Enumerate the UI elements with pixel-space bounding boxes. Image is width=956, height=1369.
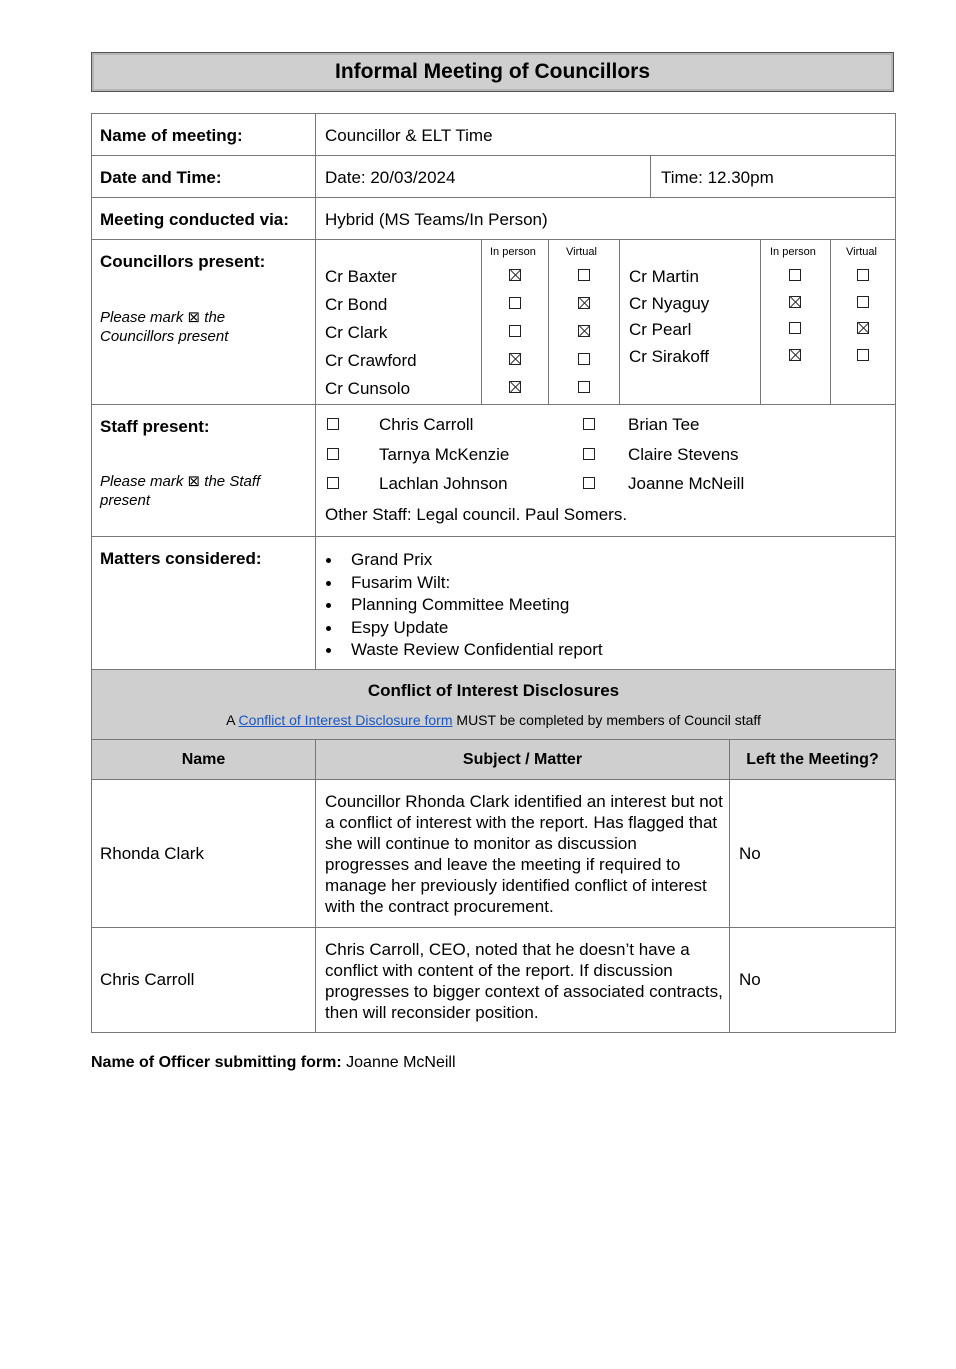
name-of-meeting-label: Name of meeting: <box>100 126 243 145</box>
staff-name: Chris Carroll <box>379 415 474 434</box>
page-title: Informal Meeting of Councillors <box>91 52 894 92</box>
coi-entry-subject: Councillor Rhonda Clark identified an interest but not a conflict of interest with the report. Has flagged that she will continue to monitor as discussion progresses and leave the meeting if required to manage her previously identified conflict of interest with the contract procurement. <box>325 792 723 916</box>
coi-col-name: Name <box>181 751 226 768</box>
in-person-checkbox[interactable] <box>509 269 521 281</box>
councillor-name: Cr Pearl <box>629 320 692 339</box>
meeting-via-value: Hybrid (MS Teams/In Person) <box>325 210 548 229</box>
staff-checkbox[interactable] <box>583 418 595 430</box>
virtual-checkbox[interactable] <box>857 349 869 361</box>
staff-name: Joanne McNeill <box>628 474 745 493</box>
name-of-meeting-value: Councillor & ELT Time <box>325 126 493 145</box>
matters-considered-label: Matters considered: <box>100 549 262 568</box>
matter-item: Espy Update <box>351 617 449 637</box>
staff-checkbox[interactable] <box>327 418 339 430</box>
matter-item: Planning Committee Meeting <box>351 595 570 614</box>
councillor-name: Cr Cunsolo <box>325 379 411 398</box>
staff-name: Lachlan Johnson <box>379 474 508 493</box>
coi-note: A Conflict of Interest Disclosure form MUST be completed by members of Council staff <box>226 712 761 728</box>
coi-entry-left: No <box>739 844 761 863</box>
coi-entry-name: Rhonda Clark <box>100 844 204 863</box>
bullet-icon <box>326 648 331 653</box>
virtual-checkbox[interactable] <box>857 322 869 334</box>
col-header-virtual: Virtual <box>566 246 597 258</box>
officer-submitting: Name of Officer submitting form: Joanne McNeill <box>91 1054 456 1071</box>
staff-checkbox[interactable] <box>327 448 339 460</box>
councillor-name: Cr Crawford <box>325 351 417 370</box>
time-value: Time: 12.30pm <box>661 168 774 187</box>
col-header-in-person: In person <box>490 246 536 258</box>
staff-hint: Please mark ⊠ the Staff <box>100 472 261 490</box>
councillors-hint-line2: Councillors present <box>100 328 229 345</box>
date-time-label: Date and Time: <box>100 168 222 187</box>
virtual-checkbox[interactable] <box>578 353 590 365</box>
coi-entry-left: No <box>739 970 761 989</box>
virtual-checkbox[interactable] <box>578 269 590 281</box>
meeting-via-label: Meeting conducted via: <box>100 210 289 229</box>
bullet-icon <box>326 603 331 608</box>
coi-entry-subject: Chris Carroll, CEO, noted that he doesn’t have a conflict with content of the report. If discussion progresses to bigger context of associated contracts, then will reconsider position. <box>325 940 723 1022</box>
col-header-in-person-2: In person <box>770 246 816 258</box>
councillor-name: Cr Martin <box>629 267 699 286</box>
coi-form-link[interactable]: Conflict of Interest Disclosure form <box>238 712 453 728</box>
in-person-checkbox[interactable] <box>789 349 801 361</box>
bullet-icon <box>326 626 331 631</box>
matter-item: Fusarim Wilt: <box>351 572 451 592</box>
virtual-checkbox[interactable] <box>578 381 590 393</box>
checked-box-icon: ⊠ <box>187 472 201 490</box>
virtual-checkbox[interactable] <box>857 296 869 308</box>
staff-name: Claire Stevens <box>628 444 739 464</box>
checked-box-icon: ⊠ <box>187 308 201 326</box>
staff-checkbox[interactable] <box>327 477 339 489</box>
staff-name: Tarnya McKenzie <box>379 444 510 464</box>
councillors-hint: Please mark ⊠ the <box>100 308 226 326</box>
date-value: Date: 20/03/2024 <box>325 168 456 187</box>
matter-item: Waste Review Confidential report <box>351 640 603 659</box>
bullet-icon <box>326 581 331 586</box>
in-person-checkbox[interactable] <box>509 325 521 337</box>
virtual-checkbox[interactable] <box>578 325 590 337</box>
staff-checkbox[interactable] <box>583 448 595 460</box>
col-header-virtual-2: Virtual <box>846 246 877 258</box>
virtual-checkbox[interactable] <box>578 297 590 309</box>
staff-name: Brian Tee <box>628 415 700 434</box>
councillor-name: Cr Nyaguy <box>629 293 710 313</box>
coi-col-left-meeting: Left the Meeting? <box>746 751 879 768</box>
councillor-name: Cr Sirakoff <box>629 346 709 366</box>
virtual-checkbox[interactable] <box>857 269 869 281</box>
bullet-icon <box>326 558 331 563</box>
staff-present-label: Staff present: <box>100 417 210 436</box>
in-person-checkbox[interactable] <box>789 296 801 308</box>
in-person-checkbox[interactable] <box>509 353 521 365</box>
staff-checkbox[interactable] <box>583 477 595 489</box>
coi-col-subject: Subject / Matter <box>462 751 583 768</box>
councillor-name: Cr Clark <box>325 323 388 342</box>
in-person-checkbox[interactable] <box>509 381 521 393</box>
staff-hint-line2: present <box>100 492 151 509</box>
councillor-name: Cr Bond <box>325 295 388 314</box>
other-staff: Other Staff: Legal council. Paul Somers. <box>325 505 628 524</box>
coi-entry-name: Chris Carroll <box>100 970 195 989</box>
in-person-checkbox[interactable] <box>789 269 801 281</box>
matter-item: Grand Prix <box>351 550 433 569</box>
councillor-name: Cr Baxter <box>325 267 397 286</box>
councillors-present-label: Councillors present: <box>100 252 266 271</box>
in-person-checkbox[interactable] <box>789 322 801 334</box>
coi-heading: Conflict of Interest Disclosures <box>367 681 620 700</box>
in-person-checkbox[interactable] <box>509 297 521 309</box>
